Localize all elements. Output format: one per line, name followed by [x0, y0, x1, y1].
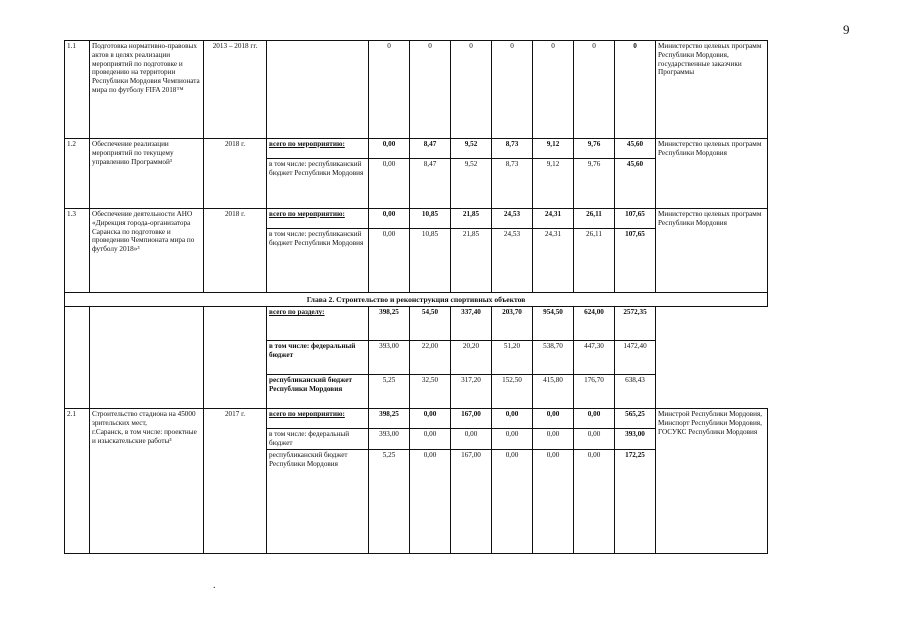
activity-name-part-a: Строительство стадиона на 45000 зрительских мест, — [92, 410, 196, 428]
value-cell: 20,20 — [451, 341, 492, 375]
value-cell: 0,00 — [492, 449, 533, 553]
funding-label: в том числе: республиканский бюджет Республики Мордовия — [267, 159, 369, 209]
value-cell: 24,53 — [492, 229, 533, 293]
responsible — [656, 307, 768, 409]
value-cell: 9,76 — [574, 139, 615, 159]
value-cell: 9,12 — [533, 159, 574, 209]
value-cell: 8,73 — [492, 159, 533, 209]
value-cell: 0,00 — [574, 449, 615, 553]
value-cell: 5,25 — [369, 375, 410, 409]
value-cell: 8,47 — [410, 139, 451, 159]
value-cell: 0 — [369, 41, 410, 139]
funding-label: в том числе: федеральный бюджет — [267, 429, 369, 450]
value-cell: 107,65 — [615, 209, 656, 229]
value-cell: 0,00 — [369, 229, 410, 293]
value-cell: 337,40 — [451, 307, 492, 341]
table-row-2-1-total — [65, 409, 768, 429]
funding-label: в том числе: республиканский бюджет Республики Мордовия — [267, 229, 369, 293]
value-cell: 0,00 — [451, 429, 492, 450]
value-cell: 398,25 — [369, 307, 410, 341]
value-cell: 9,52 — [451, 139, 492, 159]
row-number: 1.3 — [65, 209, 90, 293]
value-cell: 51,20 — [492, 341, 533, 375]
table-row-1-1 — [65, 41, 768, 139]
value-cell: 0,00 — [410, 409, 451, 429]
value-cell: 393,00 — [369, 429, 410, 450]
activity-name — [90, 307, 204, 409]
period: 2013 – 2018 гг. — [204, 41, 267, 139]
activity-name: Обеспечение деятельности АНО «Дирекция города-организатора Саранска по подготовке и проведению Чемпионата мира по футболу 2018»³ — [90, 209, 204, 293]
activity-name-part-b: г.Саранск, в том числе: проектные и изыскательские работы³ — [92, 427, 197, 445]
page-number: 9 — [843, 22, 850, 37]
chapter-header-row — [65, 293, 768, 307]
funding-label — [267, 41, 369, 139]
funding-label: всего по мероприятию: — [267, 209, 369, 229]
value-cell: 26,11 — [574, 229, 615, 293]
value-cell: 9,12 — [533, 139, 574, 159]
value-cell: 32,50 — [410, 375, 451, 409]
row-number — [65, 307, 90, 409]
value-cell: 107,65 — [615, 229, 656, 293]
value-cell: 1472,40 — [615, 341, 656, 375]
value-cell: 152,50 — [492, 375, 533, 409]
funding-label: всего по мероприятию: — [267, 409, 369, 429]
value-cell: 21,85 — [451, 209, 492, 229]
section-total-row — [65, 307, 768, 341]
table-row-1-3-total — [65, 209, 768, 229]
value-cell: 0,00 — [369, 139, 410, 159]
value-cell: 538,70 — [533, 341, 574, 375]
value-cell: 8,47 — [410, 159, 451, 209]
table-row-1-2-total — [65, 139, 768, 159]
value-cell: 0,00 — [492, 409, 533, 429]
value-cell: 393,00 — [615, 429, 656, 450]
period — [204, 307, 267, 409]
value-cell: 45,60 — [615, 139, 656, 159]
value-cell: 0,00 — [492, 429, 533, 450]
value-cell: 0,00 — [533, 409, 574, 429]
period: 2017 г. — [204, 409, 267, 554]
value-cell: 0,00 — [410, 449, 451, 553]
value-cell: 0 — [492, 41, 533, 139]
funding-label: республиканский бюджет Республики Мордовия — [267, 449, 369, 553]
value-cell: 9,76 — [574, 159, 615, 209]
value-cell: 317,20 — [451, 375, 492, 409]
row-number: 2.1 — [65, 409, 90, 554]
value-cell: 9,52 — [451, 159, 492, 209]
value-cell: 415,80 — [533, 375, 574, 409]
value-cell: 447,30 — [574, 341, 615, 375]
value-cell: 0,00 — [369, 209, 410, 229]
row-number: 1.2 — [65, 139, 90, 209]
value-cell: 203,70 — [492, 307, 533, 341]
value-cell: 167,00 — [451, 409, 492, 429]
funding-label: республиканский бюджет Республики Мордовия — [267, 375, 369, 409]
value-cell: 393,00 — [369, 341, 410, 375]
value-cell: 0 — [574, 41, 615, 139]
chapter-title: Глава 2. Строительство и реконструкция спортивных объектов — [65, 293, 768, 307]
value-cell: 398,25 — [369, 409, 410, 429]
responsible: Министерство целевых программ Республики Мордовия — [656, 209, 768, 293]
value-cell: 0 — [615, 41, 656, 139]
funding-label: всего по разделу: — [267, 307, 369, 341]
budget-table — [64, 40, 768, 554]
value-cell: 0,00 — [369, 159, 410, 209]
value-cell: 2572,35 — [615, 307, 656, 341]
responsible: Министерство целевых программ Республики Мордовия, государственные заказчики Программы — [656, 41, 768, 139]
value-cell: 954,50 — [533, 307, 574, 341]
value-cell: 176,70 — [574, 375, 615, 409]
value-cell: 10,85 — [410, 209, 451, 229]
value-cell: 24,53 — [492, 209, 533, 229]
value-cell: 638,43 — [615, 375, 656, 409]
footer-mark: . — [213, 580, 216, 591]
value-cell: 0,00 — [533, 429, 574, 450]
responsible: Минстрой Республики Мордовия, Минспорт Республики Мордовия, ГОСУКС Республики Мордовия — [656, 409, 768, 554]
period: 2018 г. — [204, 209, 267, 293]
value-cell: 45,60 — [615, 159, 656, 209]
value-cell: 8,73 — [492, 139, 533, 159]
row-number: 1.1 — [65, 41, 90, 139]
activity-name — [90, 409, 204, 554]
value-cell: 21,85 — [451, 229, 492, 293]
value-cell: 0,00 — [410, 429, 451, 450]
value-cell: 26,11 — [574, 209, 615, 229]
value-cell: 172,25 — [615, 449, 656, 553]
value-cell: 0 — [451, 41, 492, 139]
value-cell: 5,25 — [369, 449, 410, 553]
value-cell: 0,00 — [574, 429, 615, 450]
value-cell: 0,00 — [574, 409, 615, 429]
value-cell: 24,31 — [533, 229, 574, 293]
responsible: Министерство целевых программ Республики Мордовия — [656, 139, 768, 209]
value-cell: 624,00 — [574, 307, 615, 341]
activity-name: Подготовка нормативно-правовых актов в целях реализации мероприятий по подготовке и проведению на территории Республики Мордовия Чемпионата мира по футболу FIFA 2018™ — [90, 41, 204, 139]
value-cell: 565,25 — [615, 409, 656, 429]
value-cell: 24,31 — [533, 209, 574, 229]
funding-label: всего по мероприятию: — [267, 139, 369, 159]
activity-name: Обеспечение реализации мероприятий по текущему управлению Программой³ — [90, 139, 204, 209]
value-cell: 22,00 — [410, 341, 451, 375]
value-cell: 0 — [533, 41, 574, 139]
value-cell: 54,50 — [410, 307, 451, 341]
funding-label: в том числе: федеральный бюджет — [267, 341, 369, 375]
value-cell: 0 — [410, 41, 451, 139]
value-cell: 167,00 — [451, 449, 492, 553]
period: 2018 г. — [204, 139, 267, 209]
value-cell: 0,00 — [533, 449, 574, 553]
value-cell: 10,85 — [410, 229, 451, 293]
